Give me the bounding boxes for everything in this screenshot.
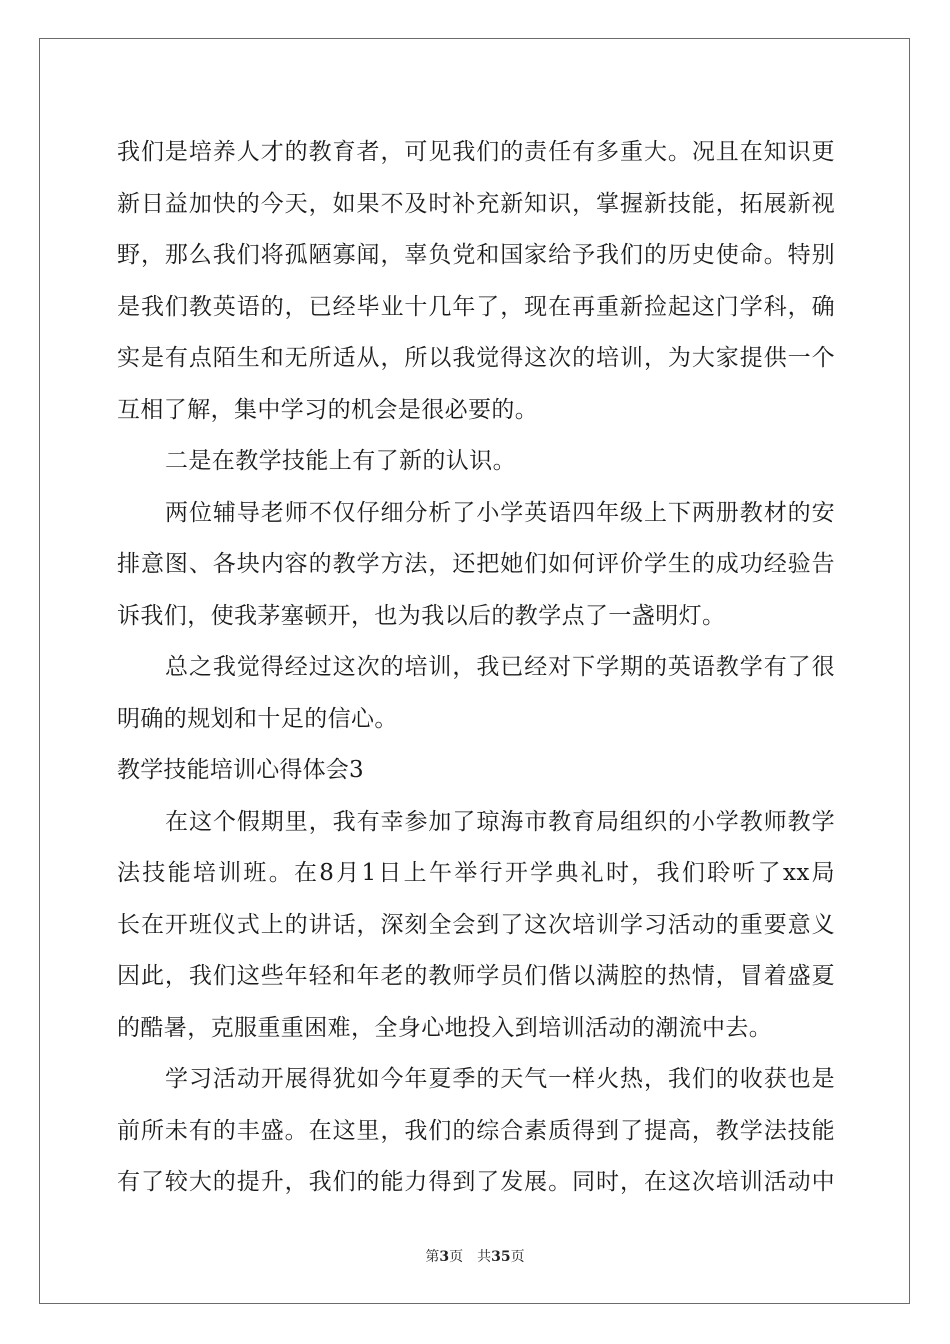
paragraph-line: 的酷暑，克服重重困难，全身心地投入到培训活动的潮流中去。: [117, 1014, 773, 1041]
footer-page-suffix: 页: [449, 1249, 464, 1265]
paragraph-line: 明确的规划和十足的信心。: [117, 705, 398, 732]
paragraph-line: 有了较大的提升，我们的能力得到了发展。同时，在这次培训活动中: [117, 1169, 835, 1195]
paragraph-line: 法技能培训班。在8月1日上午举行开学典礼时，我们聆听了xx局: [117, 860, 835, 886]
paragraph-line: 野，那么我们将孤陋寡闻，辜负党和国家给予我们的历史使命。特别: [117, 242, 835, 268]
paragraph-line: 实是有点陌生和无所适从，所以我觉得这次的培训，为大家提供一个: [117, 345, 835, 371]
paragraph-line: 在这个假期里，我有幸参加了琼海市教育局组织的小学教师教学: [165, 808, 835, 835]
footer-page-prefix: 第: [425, 1249, 440, 1265]
paragraph-line: 诉我们，使我茅塞顿开，也为我以后的教学点了一盏明灯。: [117, 602, 726, 629]
page-footer: [0, 1246, 950, 1266]
paragraph-line: 前所未有的丰盛。在这里，我们的综合素质得到了提高，教学法技能: [117, 1117, 835, 1144]
paragraph-line: 新日益加快的今天，如果不及时补充新知识，掌握新技能，拓展新视: [117, 190, 835, 217]
footer-page-number: 3: [439, 1249, 450, 1265]
footer-total-prefix: 共: [477, 1249, 492, 1265]
paragraph-line: 排意图、各块内容的教学方法，还把她们如何评价学生的成功经验告: [117, 551, 835, 577]
paragraph-line: 学习活动开展得犹如今年夏季的天气一样火热，我们的收获也是: [165, 1066, 835, 1092]
paragraph-line: 总之我觉得经过这次的培训，我已经对下学期的英语教学有了很: [165, 654, 835, 680]
footer-total-suffix: 页: [510, 1249, 525, 1265]
paragraph-line: 长在开班仪式上的讲话，深刻全会到了这次培训学习活动的重要意义: [117, 911, 835, 938]
document-body: [117, 127, 835, 1209]
paragraph-line: 因此，我们这些年轻和年老的教师学员们偕以满腔的热情，冒着盛夏: [117, 963, 835, 989]
section-heading: 教学技能培训心得体会3: [117, 757, 364, 783]
paragraph-line: 两位辅导老师不仅仔细分析了小学英语四年级上下两册教材的安: [165, 499, 835, 526]
paragraph-line: 是我们教英语的，已经毕业十几年了，现在再重新捡起这门学科，确: [117, 293, 835, 320]
paragraph-line: 二是在教学技能上有了新的认识。: [165, 448, 516, 474]
paragraph-line: 互相了解，集中学习的机会是很必要的。: [117, 396, 539, 423]
paragraph-line: 我们是培养人才的教育者，可见我们的责任有多重大。况且在知识更: [117, 139, 835, 165]
footer-total-pages: 35: [491, 1249, 511, 1265]
